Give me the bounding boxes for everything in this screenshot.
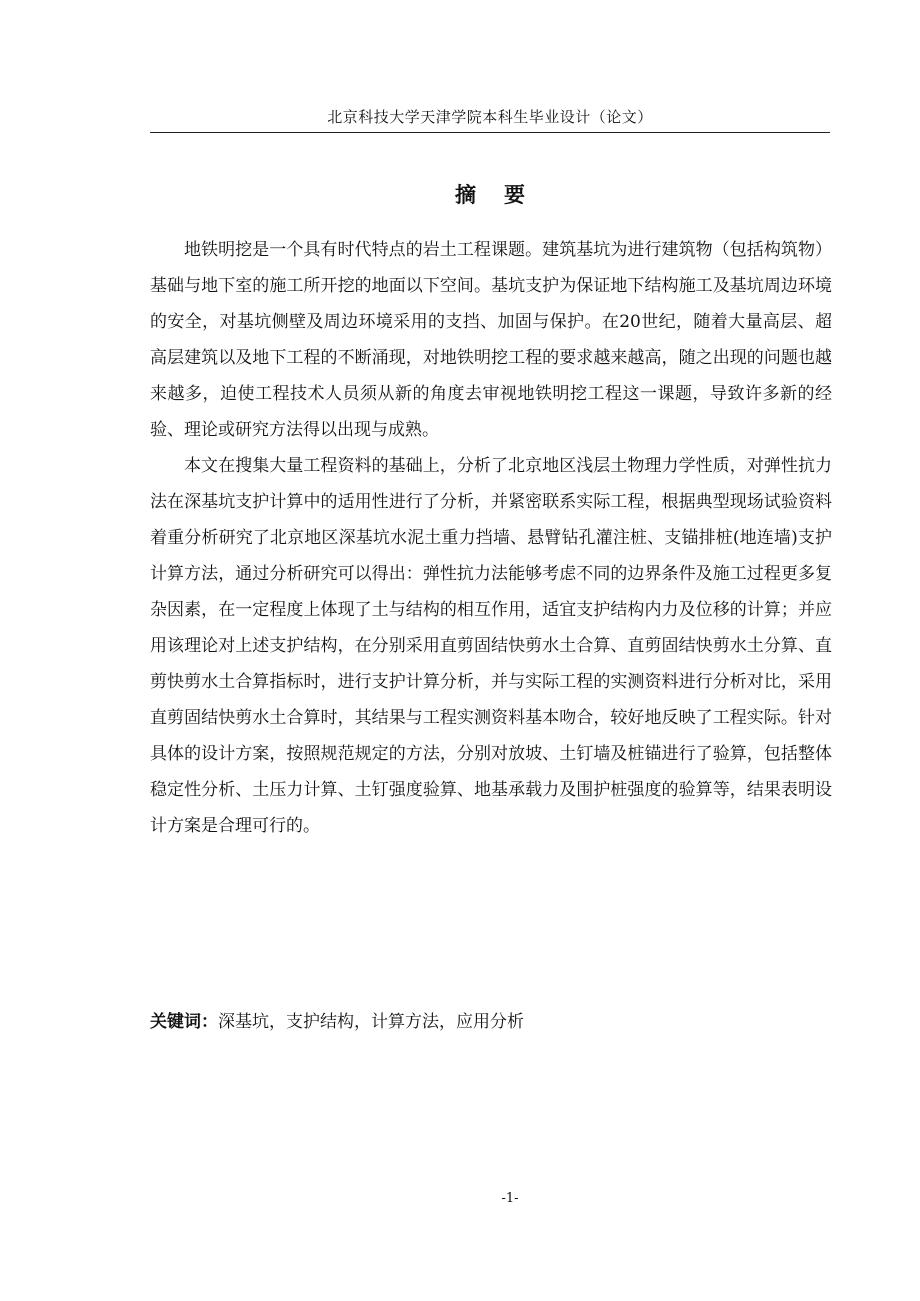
- abstract-title: 摘要: [455, 182, 553, 207]
- running-header: 北京科技大学天津学院本科生毕业设计（论文）: [327, 108, 653, 126]
- keywords-label: 关键词：: [150, 1012, 218, 1032]
- page-number: -1-: [501, 1191, 519, 1206]
- header-divider: [150, 132, 830, 133]
- abstract-paragraph-1: 地铁明挖是一个具有时代特点的岩土工程课题。建筑基坑为进行建筑物（包括构筑物）基础与地下室的施工所开挖的地面以下空间。基坑支护为保证地下结构施工及基坑周边环境的安全，对基坑侧壁及周边环境采用的支挡、加固与保护。在20世纪，随着大量高层、超高层建筑以及地下工程的不断涌现，对地铁明挖工程的要求越来越高，随之出现的问题也越来越多，迫使工程技术人员须从新的角度去审视地铁明挖工程这一课题，导致许多新的经验、理论或研究方法得以出现与成熟。: [150, 240, 832, 440]
- keywords-value: 深基坑，支护结构，计算方法，应用分析: [218, 1012, 524, 1032]
- keywords-line: [150, 1008, 830, 1036]
- abstract-body: [150, 232, 832, 844]
- abstract-paragraph-2: 本文在搜集大量工程资料的基础上，分析了北京地区浅层土物理力学性质，对弹性抗力法在深基坑支护计算中的适用性进行了分析，并紧密联系实际工程，根据典型现场试验资料着重分析研究了北京地区深基坑水泥土重力挡墙、悬臂钻孔灌注桩、支锚排桩(地连墙)支护计算方法，通过分析研究可以得出：弹性抗力法能够考虑不同的边界条件及施工过程更多复杂因素，在一定程度上体现了土与结构的相互作用，适宜支护结构内力及位移的计算；并应用该理论对上述支护结构，在分别采用直剪固结快剪水土合算、直剪固结快剪水土分算、直剪快剪水土合算指标时，进行支护计算分析，并与实际工程的实测资料进行分析对比，采用直剪固结快剪水土合算时，其结果与工程实测资料基本吻合，较好地反映了工程实际。针对具体的设计方案，按照规范规定的方法，分别对放坡、土钉墙及桩锚进行了验算，包括整体稳定性分析、土压力计算、土钉强度验算、地基承载力及围护桩强度的验算等，结果表明设计方案是合理可行的。: [150, 456, 832, 836]
